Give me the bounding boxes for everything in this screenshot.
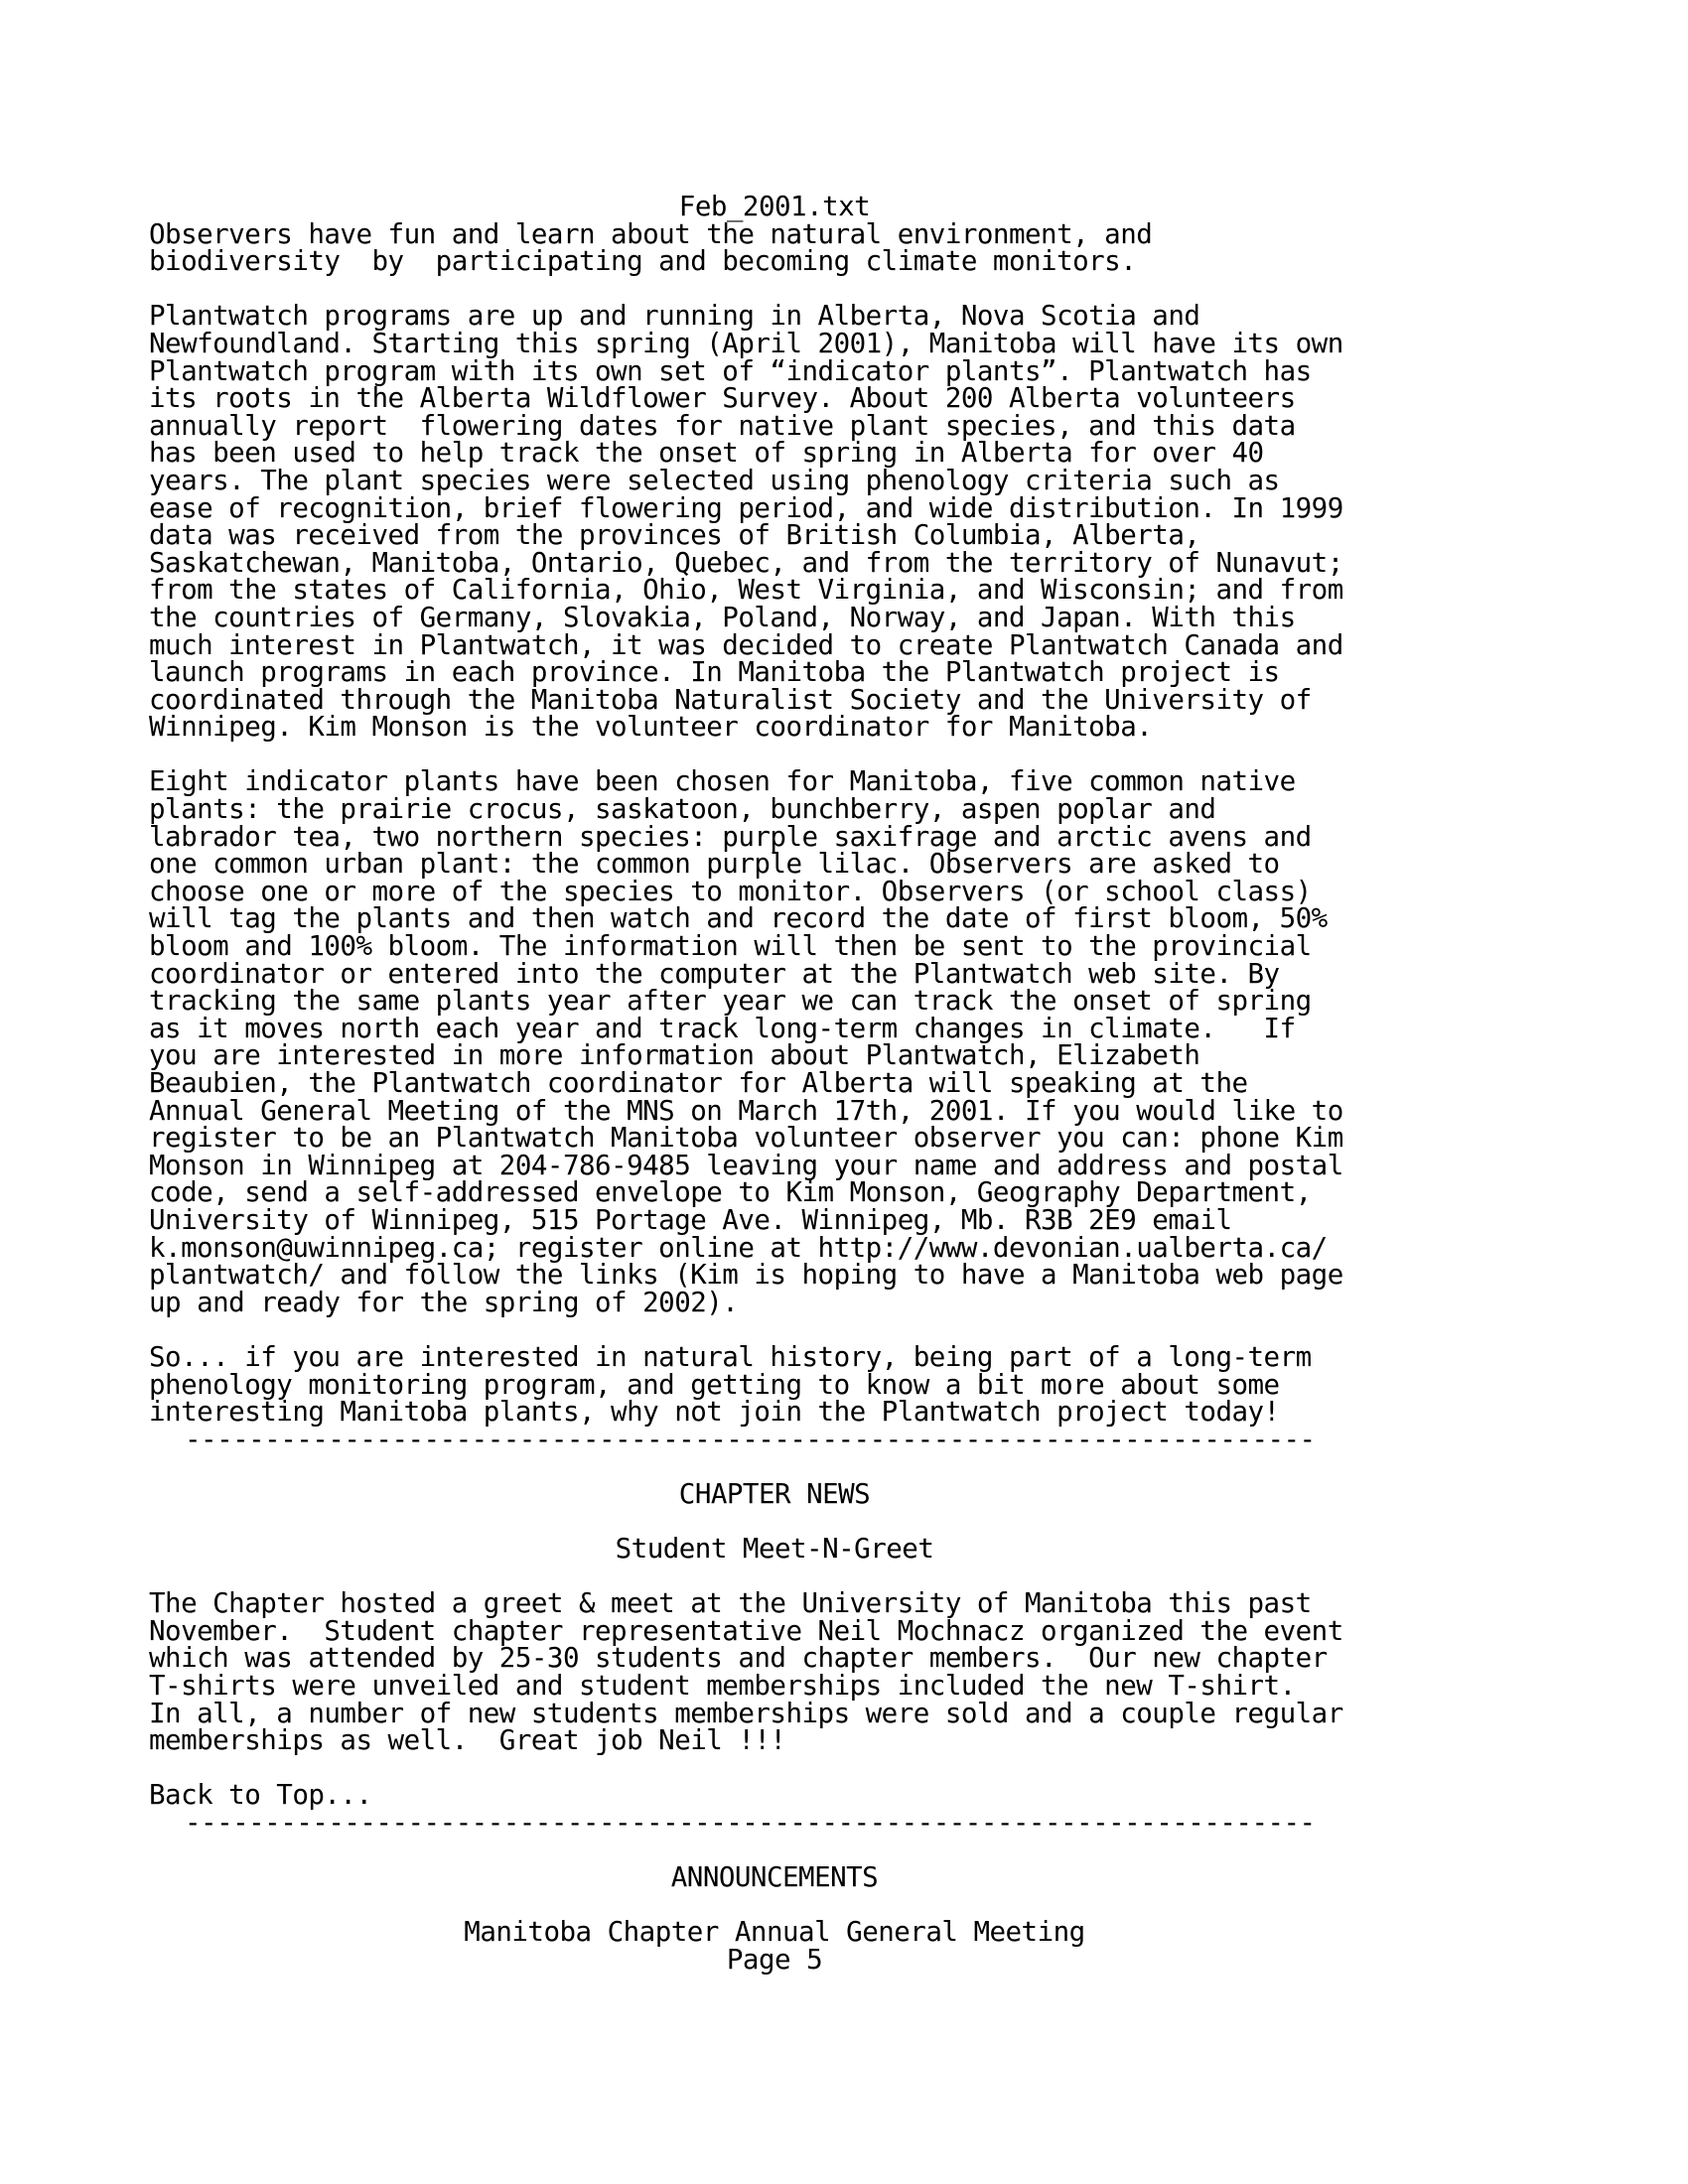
text-line: Winnipeg. Kim Monson is the volunteer coordinator for Manitoba. [149, 711, 1153, 744]
text-line: November. Student chapter representative Neil Mochnacz organized the event [149, 1614, 1343, 1647]
text-line: Observers have fun and learn about the natural environment, and [149, 217, 1153, 250]
text-line: has been used to help track the onset of spring in Alberta for over 40 [149, 437, 1264, 470]
chapter-news-paragraph [149, 1587, 1400, 1757]
blank-line [149, 1564, 1400, 1591]
text-line: coordinator or entered into the computer at the Plantwatch web site. By [149, 957, 1280, 990]
text-line: interesting Manitoba plants, why not join the Plantwatch project today! [149, 1396, 1280, 1429]
text-line: Annual General Meeting of the MNS on March 17th, 2001. If you would like to [149, 1094, 1343, 1127]
blank-line [149, 1838, 1400, 1865]
text-line: one common urban plant: the common purple lilac. Observers are asked to [149, 848, 1280, 881]
text-line: much interest in Plantwatch, it was decided to create Plantwatch Canada and [149, 628, 1343, 661]
text-line: years. The plant species were selected using phenology criteria such as [149, 464, 1280, 496]
page-number: Page 5 [726, 1944, 823, 1976]
text-line: Eight indicator plants have been chosen for Manitoba, five common native [149, 765, 1296, 798]
announcements-subheading: Manitoba Chapter Annual General Meeting [464, 1916, 1085, 1949]
text-line: Beaubien, the Plantwatch coordinator for Alberta will speaking at the [149, 1067, 1248, 1099]
text-line: ease of recognition, brief flowering period, and wide distribution. In 1999 [149, 491, 1343, 524]
blank-line [149, 1755, 1400, 1783]
chapter-news-heading: CHAPTER NEWS [678, 1477, 871, 1510]
text-line: k.monson@uwinnipeg.ca; register online at http://www.devonian.ualberta.ca/ [149, 1231, 1328, 1264]
text-line: code, send a self-addressed envelope to Kim Monson, Geography Department, [149, 1176, 1312, 1209]
text-line: data was received from the provinces of British Columbia, Alberta, [149, 519, 1200, 552]
announcements-heading: ANNOUNCEMENTS [670, 1861, 879, 1894]
back-to-top-link[interactable]: Back to Top... [149, 1779, 372, 1812]
text-line: Plantwatch programs are up and running in Alberta, Nova Scotia and [149, 300, 1200, 333]
text-line: its roots in the Alberta Wildflower Survey. About 200 Alberta volunteers [149, 382, 1296, 415]
text-line: plants: the prairie crocus, saskatoon, bunchberry, aspen poplar and [149, 793, 1216, 826]
file-title: Feb_2001.txt [678, 191, 871, 222]
document-page [149, 191, 1400, 1976]
text-line: from the states of California, Ohio, West Virginia, and Wisconsin; and from [149, 574, 1343, 607]
intro-paragraph [149, 217, 1400, 278]
text-line: launch programs in each province. In Manitoba the Plantwatch project is [149, 656, 1280, 689]
section-divider: ----------------------------------------------------------------------- [185, 1423, 1316, 1455]
plantwatch-paragraph [149, 300, 1400, 744]
chapter-news-subheading: Student Meet-N-Greet [615, 1533, 934, 1566]
text-line: will tag the plants and then watch and record the date of first bloom, 50% [149, 902, 1328, 935]
text-line: as it moves north each year and track long-term changes in climate. If [149, 1012, 1296, 1044]
text-line: biodiversity by participating and becoming climate monitors. [149, 245, 1137, 278]
section-divider: ----------------------------------------------------------------------- [185, 1807, 1316, 1840]
blank-line [149, 1892, 1400, 1920]
text-line: the countries of Germany, Slovakia, Poland, Norway, and Japan. With this [149, 601, 1296, 633]
text-line: labrador tea, two northern species: purple saxifrage and arctic avens and [149, 820, 1312, 853]
blank-line [149, 1453, 1400, 1481]
closing-paragraph [149, 1340, 1400, 1429]
text-line: choose one or more of the species to monitor. Observers (or school class) [149, 875, 1312, 907]
text-line: phenology monitoring program, and getting to know a bit more about some [149, 1368, 1280, 1401]
text-line: Plantwatch program with its own set of “indicator plants”. Plantwatch has [149, 354, 1312, 387]
text-line: memberships as well. Great job Neil !!! [149, 1724, 786, 1757]
text-line: you are interested in more information about Plantwatch, Elizabeth [149, 1039, 1200, 1072]
text-line: register to be an Plantwatch Manitoba volunteer observer you can: phone Kim [149, 1122, 1343, 1155]
text-line: annually report flowering dates for native plant species, and this data [149, 409, 1296, 442]
text-line: University of Winnipeg, 515 Portage Ave. Winnipeg, Mb. R3B 2E9 email [149, 1203, 1232, 1236]
blank-line [149, 276, 1400, 304]
text-line: T-shirts were unveiled and student memberships included the new T-shirt. [149, 1670, 1296, 1703]
text-line: up and ready for the spring of 2002). [149, 1286, 739, 1318]
indicator-paragraph [149, 765, 1400, 1318]
text-line: bloom and 100% bloom. The information will then be sent to the provincial [149, 930, 1312, 963]
blank-line [149, 1509, 1400, 1537]
text-line: which was attended by 25-30 students and chapter members. Our new chapter [149, 1642, 1328, 1675]
text-line: The Chapter hosted a greet & meet at the University of Manitoba this past [149, 1587, 1312, 1620]
text-line: Monson in Winnipeg at 204-786-9485 leaving your name and address and postal [149, 1149, 1343, 1181]
text-line: Saskatchewan, Manitoba, Ontario, Quebec, and from the territory of Nunavut; [149, 546, 1343, 579]
text-line: In all, a number of new students memberships were sold and a couple regular [149, 1697, 1343, 1729]
blank-line [149, 1316, 1400, 1344]
text-line: tracking the same plants year after year we can track the onset of spring [149, 985, 1312, 1018]
text-line: plantwatch/ and follow the links (Kim is hoping to have a Manitoba web page [149, 1259, 1343, 1292]
text-line: So... if you are interested in natural history, being part of a long-term [149, 1340, 1312, 1373]
text-line: Newfoundland. Starting this spring (April 2001), Manitoba will have its own [149, 327, 1343, 359]
blank-line [149, 742, 1400, 769]
text-line: coordinated through the Manitoba Naturalist Society and the University of [149, 683, 1312, 716]
